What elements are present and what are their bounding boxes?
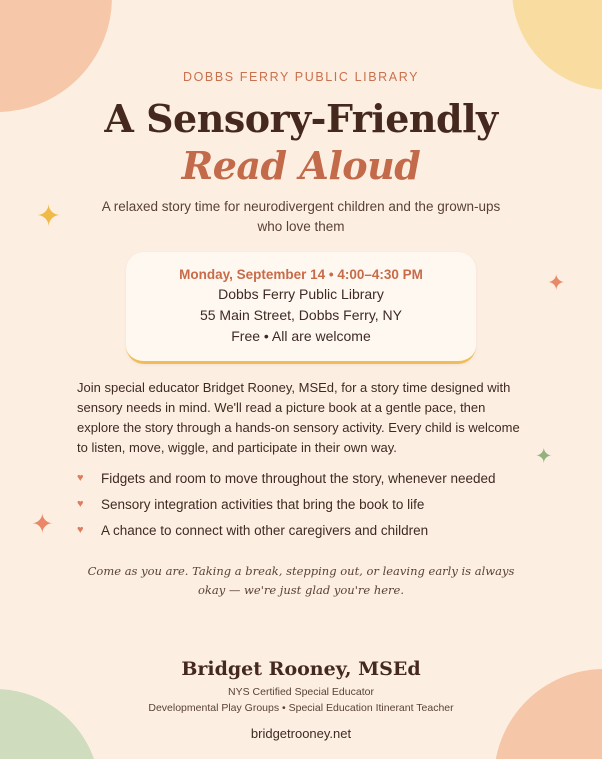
sparkle-icon: ✦ xyxy=(36,199,62,234)
heart-icon: ♥ xyxy=(77,498,84,510)
list-item xyxy=(77,465,537,491)
heart-icon: ♥ xyxy=(77,472,84,484)
list-item-text: A chance to connect with other caregivers and children xyxy=(101,522,429,538)
description-paragraph: Join special educator Bridget Rooney, MSEd, for a story time designed with sensory needs in mind. We'll read a picture book at a gentle pace, then explore the story through a hands-on sensory activity. Every child is welcome to listen, move, wiggle, and participate in their own way. xyxy=(77,380,520,455)
subtitle: A relaxed story time for neurodivergent children and the grown-ups who love them xyxy=(101,199,501,234)
feature-list xyxy=(77,465,537,543)
event-venue: Dobbs Ferry Public Library xyxy=(218,286,384,302)
sparkle-icon: ✦ xyxy=(535,444,553,468)
corner-blob-bottom-right xyxy=(494,669,602,759)
event-details-card xyxy=(126,252,476,364)
event-address: 55 Main Street, Dobbs Ferry, NY xyxy=(199,307,403,323)
list-item xyxy=(77,517,537,543)
sparkle-icon: ✦ xyxy=(31,509,54,540)
presenter-programs: Developmental Play Groups • Special Education Itinerant Teacher xyxy=(148,702,454,714)
library-name: DOBBS FERRY PUBLIC LIBRARY xyxy=(182,70,420,84)
corner-blob-bottom-left xyxy=(0,689,100,759)
sparkle-icon: ✦ xyxy=(547,271,566,296)
title-line-2: Read Aloud xyxy=(181,143,421,188)
title-line-1: A Sensory-Friendly xyxy=(104,96,498,141)
website-link[interactable]: bridgetrooney.net xyxy=(250,726,352,741)
list-item-text: Sensory integration activities that bring the book to life xyxy=(101,496,425,512)
presenter-name: Bridget Rooney, MSEd xyxy=(181,658,421,680)
list-item xyxy=(77,491,537,517)
welcome-quote: Come as you are. Taking a break, stepping out, or leaving early is always okay — we're just glad you're here. xyxy=(87,564,515,597)
heart-icon: ♥ xyxy=(77,524,84,536)
event-date-time: Monday, September 14 • 4:00–4:30 PM xyxy=(179,267,423,282)
list-item-text: Fidgets and room to move throughout the story, whenever needed xyxy=(101,470,496,486)
presenter-credential: NYS Certified Special Educator xyxy=(228,686,374,698)
event-price: Free • All are welcome xyxy=(231,328,371,344)
